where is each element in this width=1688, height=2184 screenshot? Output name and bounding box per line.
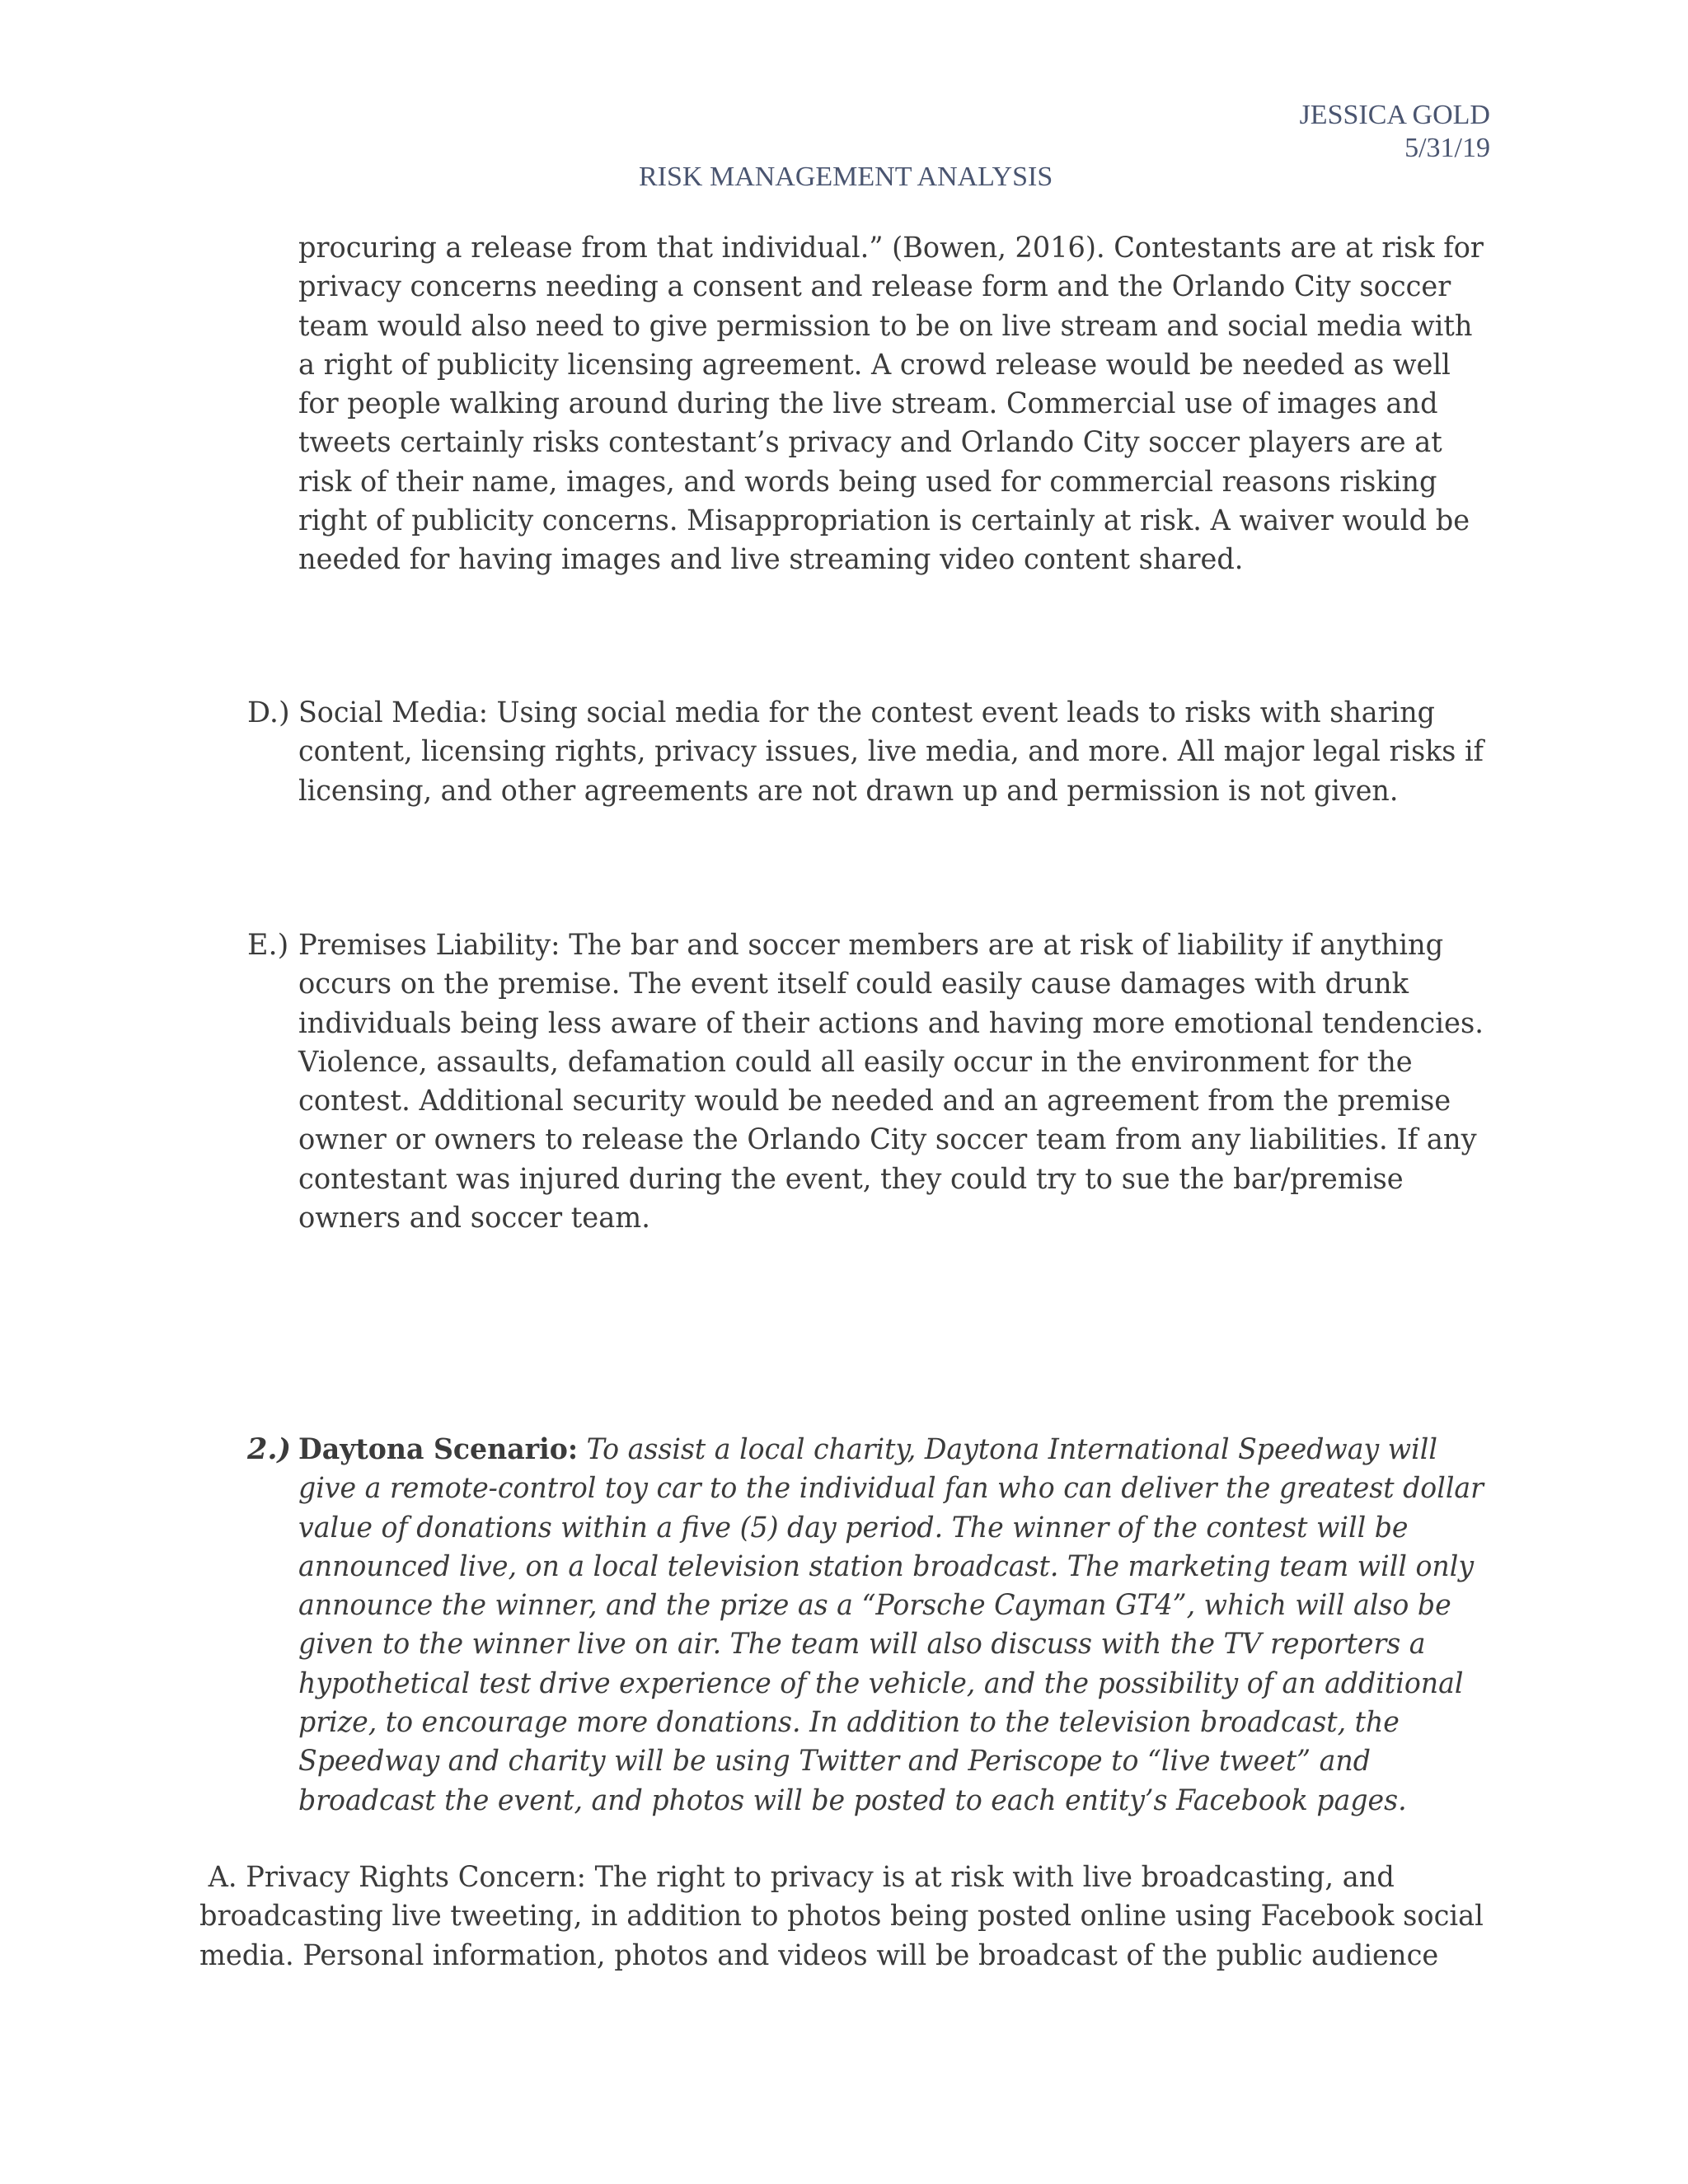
paragraph-line: licensing, and other agreements are not drawn up and permission is not given. [298,774,1399,808]
paragraph-line: contestant was injured during the event, they could try to sue the bar/premise [298,1162,1404,1196]
paragraph-line: owner or owners to release the Orlando City soccer team from any liabilities. If any [298,1123,1477,1157]
paragraph-line: announce the winner, and the prize as a “Porsche Cayman GT4”, which will also be [298,1589,1451,1623]
paragraph-line: broadcast the event, and photos will be posted to each entity’s Facebook pages. [298,1783,1407,1817]
paragraph-line: tweets certainly risks contestant’s privacy and Orlando City soccer players are at [298,426,1442,460]
paragraph-line: individuals being less aware of their actions and having more emotional tendencies. [298,1006,1484,1040]
list-marker-d: D.) [247,696,290,729]
section-social-media [298,694,1545,811]
paragraph-line: a right of publicity licensing agreement. A crowd release would be needed as well [298,348,1451,382]
paragraph-line: content, licensing rights, privacy issues, live media, and more. All major legal risks if [298,735,1484,769]
paragraph-line: for people walking around during the live stream. Commercial use of images and [298,387,1438,421]
document-date: 5/31/19 [1404,133,1490,163]
paragraph-line: media. Personal information, photos and videos will be broadcast of the public audience [199,1938,1439,1972]
paragraph-line: Violence, assaults, defamation could all easily occur in the environment for the [298,1045,1413,1079]
scenario-heading: Daytona Scenario: [298,1432,579,1466]
page-title: RISK MANAGEMENT ANALYSIS [639,162,1053,192]
paragraph-line: owners and soccer team. [298,1202,650,1235]
paragraph-line: right of publicity concerns. Misappropriation is certainly at risk. A waiver would be [298,504,1470,538]
scenario-intro: To assist a local charity, Daytona International Speedway will [578,1433,1437,1466]
paragraph-line: announced live, on a local television station broadcast. The marketing team will only [298,1549,1475,1583]
paragraph-line: privacy concerns needing a consent and release form and the Orlando City soccer [298,270,1451,304]
paragraph-line: give a remote-control toy car to the individual fan who can deliver the greatest dollar [298,1472,1484,1506]
paragraph-line: Social Media: Using social media for the contest event leads to risks with sharing [298,696,1435,729]
paragraph-line: procuring a release from that individual.” (Bowen, 2016). Contestants are at risk for [298,232,1484,265]
section-premises-liability [298,926,1531,1238]
list-marker-2: 2.) [247,1432,292,1466]
paragraph-line: A. Privacy Rights Concern: The right to privacy is at risk with live broadcasting, and [199,1861,1395,1894]
paragraph-line: risk of their name, images, and words being used for commercial reasons risking [298,465,1437,499]
paragraph-line: value of donations within a five (5) day period. The winner of the contest will be [298,1511,1409,1544]
section-privacy-rights [199,1858,1538,1975]
scenario-first-line [298,1430,1484,1469]
paragraph-line: Speedway and charity will be using Twitter and Periscope to “live tweet” and [298,1745,1371,1779]
paragraph-line: contest. Additional security would be needed and an agreement from the premise [298,1085,1451,1118]
paragraph-line: hypothetical test drive experience of the vehicle, and the possibility of an additional [298,1666,1464,1700]
paragraph-line: prize, to encourage more donations. In addition to the television broadcast, the [298,1706,1400,1740]
paragraph-line: team would also need to give permission to be on live stream and social media with [298,309,1473,343]
paragraph-line: Premises Liability: The bar and soccer members are at risk of liability if anything [298,929,1444,962]
paragraph-line: given to the winner live on air. The team will also discuss with the TV reporters a [298,1628,1426,1661]
list-marker-e: E.) [247,929,289,962]
paragraph-line: broadcasting live tweeting, in addition to photos being posted online using Facebook social [199,1900,1484,1933]
paragraph-line: needed for having images and live streaming video content shared. [298,543,1244,577]
continuation-paragraph [298,229,1536,580]
section-daytona-scenario [298,1430,1550,1821]
author-name: JESSICA GOLD [1299,100,1490,130]
paragraph-line: occurs on the premise. The event itself could easily cause damages with drunk [298,968,1409,1001]
